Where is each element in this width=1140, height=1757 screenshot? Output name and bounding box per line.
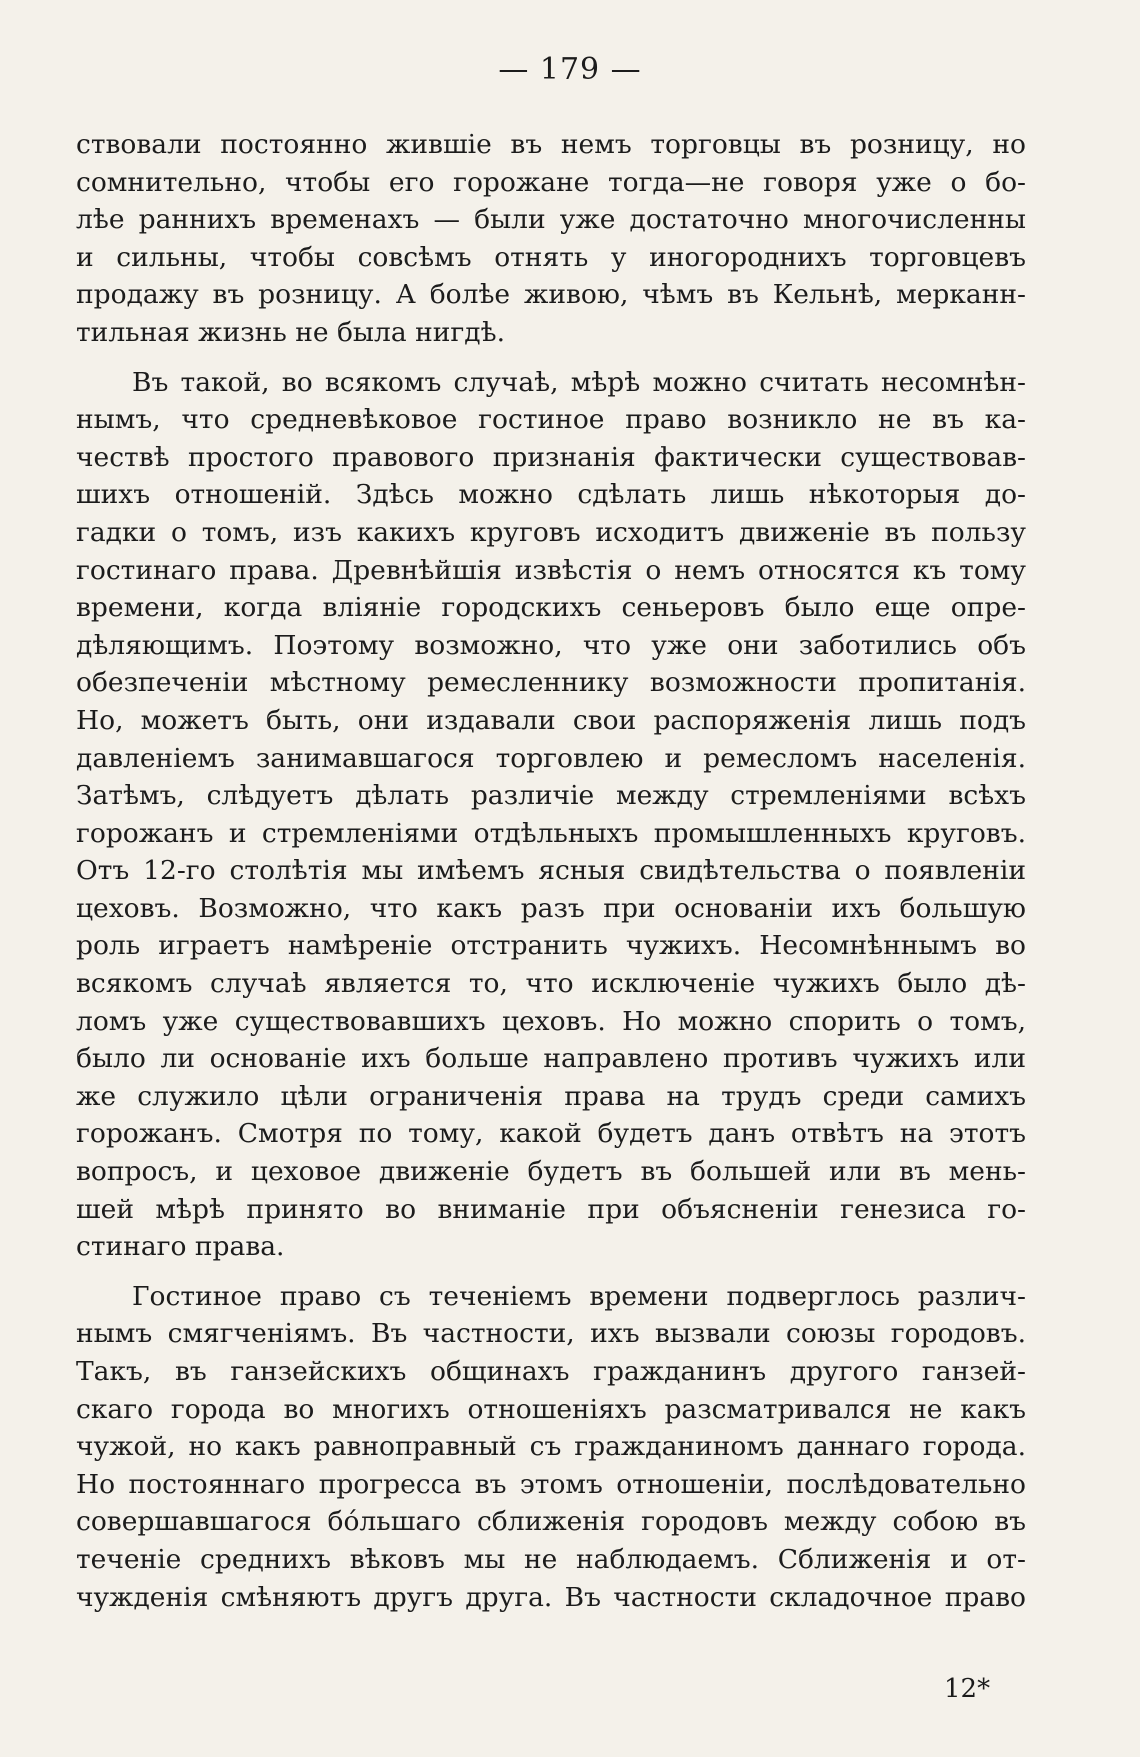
printer-signature-mark: 12*	[944, 1674, 991, 1704]
text-line: шей мѣрѣ принято во вниманіе при объясненіи генезиса го-	[76, 1193, 1026, 1225]
text-line: Затѣмъ, слѣдуетъ дѣлать различіе между стремленіями всѣхъ	[76, 780, 1026, 812]
paragraph	[76, 126, 1026, 352]
text-line: сомнительно, чтобы его горожане тогда—не говоря уже о бо-	[76, 166, 1026, 198]
text-line: чествѣ простого правового признанія фактически существовав-	[76, 441, 1026, 473]
text-line: тильная жизнь не была нигдѣ.	[76, 316, 505, 348]
text-line: ломъ уже существовавшихъ цеховъ. Но можно спорить о томъ,	[76, 1005, 1026, 1037]
text-line: гостинаго права. Древнѣйшія извѣстія о немъ относятся къ тому	[76, 554, 1026, 586]
text-line: Гостиное право съ теченіемъ времени подверглось различ-	[132, 1280, 1026, 1312]
text-line: Отъ 12-го столѣтія мы имѣемъ ясныя свидѣтельства о появленіи	[76, 855, 1026, 887]
text-line: гадки о томъ, изъ какихъ круговъ исходитъ движеніе въ пользу	[76, 516, 1026, 548]
text-line: роль играетъ намѣреніе отстранить чужихъ. Несомнѣннымъ во	[76, 930, 1026, 962]
page-number: — 179 —	[498, 52, 642, 87]
text-line: горожанъ. Смотря по тому, какой будетъ данъ отвѣтъ на этотъ	[76, 1118, 1026, 1150]
paragraph	[76, 364, 1026, 1266]
text-line: нымъ смягченіямъ. Въ частности, ихъ вызвали союзы городовъ.	[76, 1318, 1026, 1350]
text-line: нымъ, что средневѣковое гостиное право возникло не въ ка-	[76, 404, 1026, 436]
text-line: времени, когда вліяніе городскихъ сеньеровъ было еще опре-	[76, 592, 1026, 624]
text-line: дѣляющимъ. Поэтому возможно, что уже они заботились объ	[76, 629, 1026, 661]
text-line: чужой, но какъ равноправный съ гражданиномъ даннаго города.	[76, 1431, 1026, 1463]
text-line: теченіе среднихъ вѣковъ мы не наблюдаемъ. Сближенія и от-	[76, 1543, 1026, 1575]
text-line: Въ такой, во всякомъ случаѣ, мѣрѣ можно считать несомнѣн-	[132, 366, 1026, 398]
text-line: Но постояннаго прогресса въ этомъ отношеніи, послѣдовательно	[76, 1468, 1026, 1500]
text-line: шихъ отношеній. Здѣсь можно сдѣлать лишь нѣкоторыя до-	[76, 479, 1026, 511]
text-line: цеховъ. Возможно, что какъ разъ при основаніи ихъ большую	[76, 892, 1026, 924]
text-line: продажу въ розницу. А болѣе живою, чѣмъ въ Кельнѣ, мерканн-	[76, 279, 1026, 311]
text-line: всякомъ случаѣ является то, что исключеніе чужихъ было дѣ-	[76, 968, 1026, 1000]
text-line: горожанъ и стремленіями отдѣльныхъ промышленныхъ круговъ.	[76, 817, 1026, 849]
text-line: стинаго права.	[76, 1231, 285, 1263]
text-line: ствовали постоянно жившіе въ немъ торговцы въ розницу, но	[76, 129, 1026, 160]
text-line: давленіемъ занимавшагося торговлею и ремесломъ населенія.	[76, 742, 1026, 774]
text-line: обезпеченіи мѣстному ремесленнику возможности пропитанія.	[76, 667, 1026, 699]
text-line: Но, можетъ быть, они издавали свои распоряженія лишь подъ	[76, 704, 1026, 736]
text-line: лѣе раннихъ временахъ — были уже достаточно многочисленны	[76, 204, 1026, 236]
text-line: совершавшагося бóльшаго сближенія городовъ между собою въ	[76, 1506, 1026, 1538]
text-line: скаго города во многихъ отношеніяхъ разсматривался не какъ	[76, 1393, 1026, 1425]
body-text	[76, 126, 1026, 1616]
text-line: и сильны, чтобы совсѣмъ отнять у иногороднихъ торговцевъ	[76, 241, 1026, 273]
text-line: же служило цѣли ограниченія права на трудъ среди самихъ	[76, 1080, 1026, 1112]
text-line: вопросъ, и цеховое движеніе будетъ въ большей или въ мень-	[76, 1156, 1026, 1188]
text-line: чужденія смѣняютъ другъ друга. Въ частности складочное право	[76, 1581, 1026, 1613]
text-line: Такъ, въ ганзейскихъ общинахъ гражданинъ другого ганзей-	[76, 1356, 1026, 1387]
text-line: было ли основаніе ихъ больше направлено противъ чужихъ или	[76, 1043, 1026, 1075]
paragraph	[76, 1278, 1026, 1616]
